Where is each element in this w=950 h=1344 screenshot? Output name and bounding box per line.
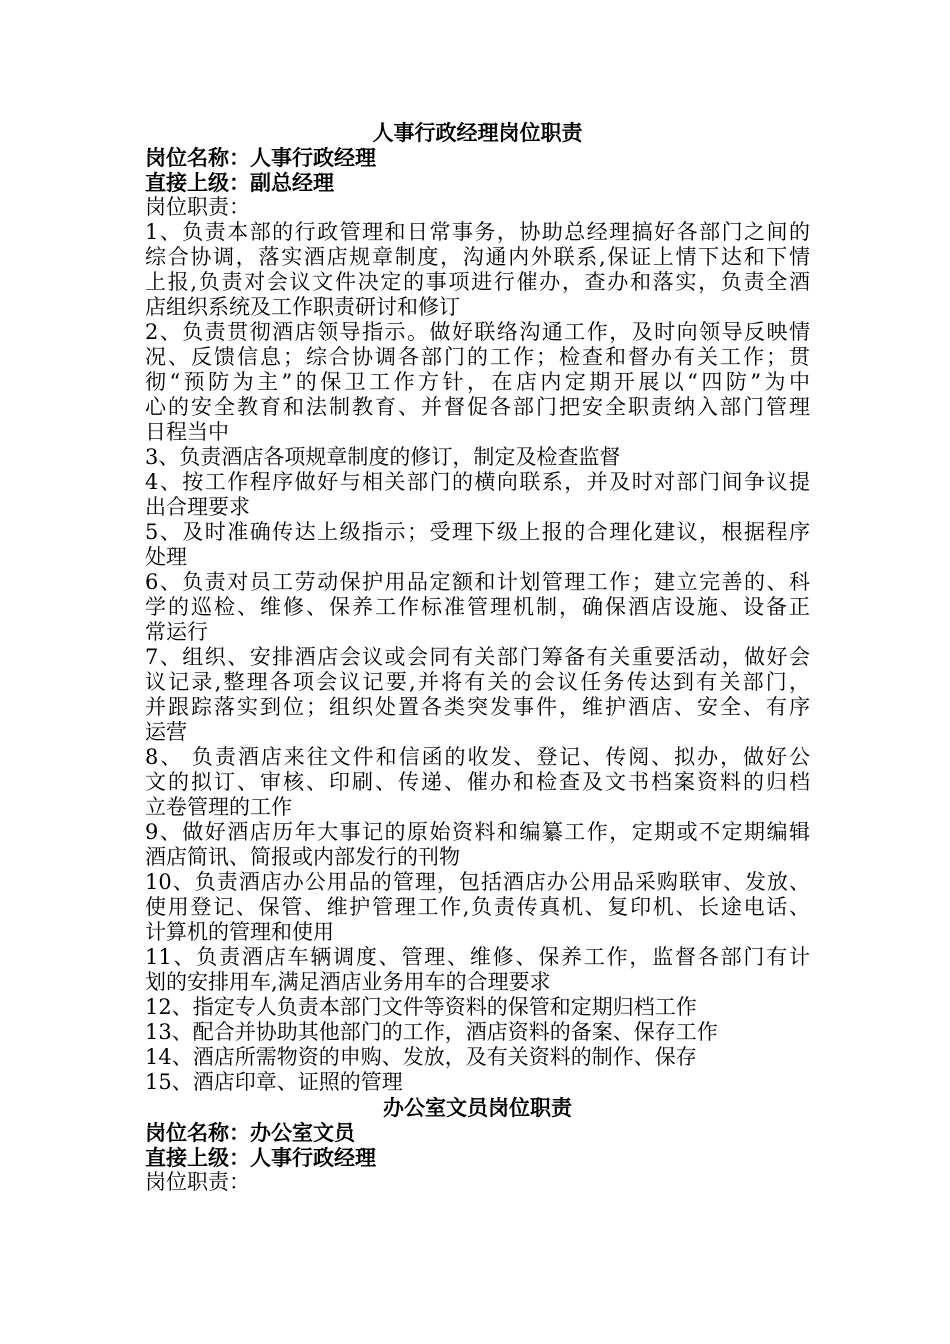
- section-title: 办公室文员岗位职责: [383, 1095, 572, 1120]
- duty-line: 立卷管理的工作: [145, 795, 292, 819]
- duty-line: 心的安全教育和法制教育、并督促各部门把安全职责纳入部门管理: [145, 395, 810, 419]
- duty-line: 12、指定专人负责本部门文件等资料的保管和定期归档工作: [145, 995, 697, 1019]
- position-name: 岗位名称：人事行政经理: [145, 145, 376, 170]
- duty-line: 9、做好酒店历年大事记的原始资料和编纂工作，定期或不定期编辑: [145, 820, 810, 844]
- duty-line: 出合理要求: [145, 495, 250, 519]
- duty-line: 计算机的管理和使用: [145, 920, 334, 944]
- position-name: 岗位名称：办公室文员: [145, 1120, 355, 1145]
- direct-superior: 直接上级：副总经理: [145, 170, 334, 195]
- duty-line: 酒店简讯、简报或内部发行的刊物: [145, 845, 460, 869]
- duty-line: 15、酒店印章、证照的管理: [145, 1070, 403, 1094]
- duty-line: 综合协调，落实酒店规章制度，沟通内外联系,保证上情下达和下情: [145, 245, 810, 269]
- duty-line: 常运行: [145, 620, 208, 644]
- duty-line: 使用登记、保管、维护管理工作,负责传真机、复印机、长途电话、: [145, 895, 810, 919]
- duty-line: 5、及时准确传达上级指示；受理下级上报的合理化建议，根据程序: [145, 520, 810, 544]
- duty-line: 6、负责对员工劳动保护用品定额和计划管理工作；建立完善的、科: [145, 570, 810, 594]
- duty-line: 处理: [145, 545, 187, 569]
- duty-line: 店组织系统及工作职责研讨和修订: [145, 295, 460, 319]
- duty-line: 1、负责本部的行政管理和日常事务，协助总经理搞好各部门之间的: [145, 220, 810, 244]
- duty-line: 划的安排用车,满足酒店业务用车的合理要求: [145, 970, 551, 994]
- duties-label: 岗位职责：: [145, 1170, 250, 1194]
- duty-line: 14、酒店所需物资的申购、发放，及有关资料的制作、保存: [145, 1045, 697, 1069]
- duty-line: 学的巡检、维修、保养工作标准管理机制，确保酒店设施、设备正: [145, 595, 810, 619]
- duty-line: 彻“预防为主”的保卫工作方针，在店内定期开展以“四防”为中: [145, 370, 810, 394]
- duty-line: 况、反馈信息；综合协调各部门的工作；检查和督办有关工作；贯: [145, 345, 810, 369]
- document-page: [145, 120, 810, 1195]
- duty-line: 8、 负责酒店来往文件和信函的收发、登记、传阅、拟办，做好公: [145, 745, 810, 769]
- duty-line: 议记录,整理各项会议记要,并将有关的会议任务传达到有关部门，: [145, 670, 810, 694]
- duty-line: 7、组织、安排酒店会议或会同有关部门筹备有关重要活动，做好会: [145, 645, 810, 669]
- duty-line: 运营: [145, 720, 187, 744]
- duty-line: 日程当中: [145, 420, 229, 444]
- duties-label: 岗位职责：: [145, 195, 250, 219]
- duty-line: 13、配合并协助其他部门的工作，酒店资料的备案、保存工作: [145, 1020, 718, 1044]
- duty-line: 文的拟订、审核、印刷、传递、催办和检查及文书档案资料的归档: [145, 770, 810, 794]
- duty-line: 2、负责贯彻酒店领导指示。做好联络沟通工作，及时向领导反映情: [145, 320, 810, 344]
- direct-superior: 直接上级：人事行政经理: [145, 1145, 376, 1170]
- duty-line: 3、负责酒店各项规章制度的修订，制定及检查监督: [145, 445, 621, 469]
- duty-line: 11、负责酒店车辆调度、管理、维修、保养工作，监督各部门有计: [145, 945, 810, 969]
- duty-line: 并跟踪落实到位；组织处置各类突发事件，维护酒店、安全、有序: [145, 695, 810, 719]
- duty-line: 4、按工作程序做好与相关部门的横向联系，并及时对部门间争议提: [145, 470, 810, 494]
- duty-line: 上报,负责对会议文件决定的事项进行催办，查办和落实，负责全酒: [145, 270, 810, 294]
- duty-line: 10、负责酒店办公用品的管理，包括酒店办公用品采购联审、发放、: [145, 870, 810, 894]
- section-title: 人事行政经理岗位职责: [372, 120, 583, 145]
